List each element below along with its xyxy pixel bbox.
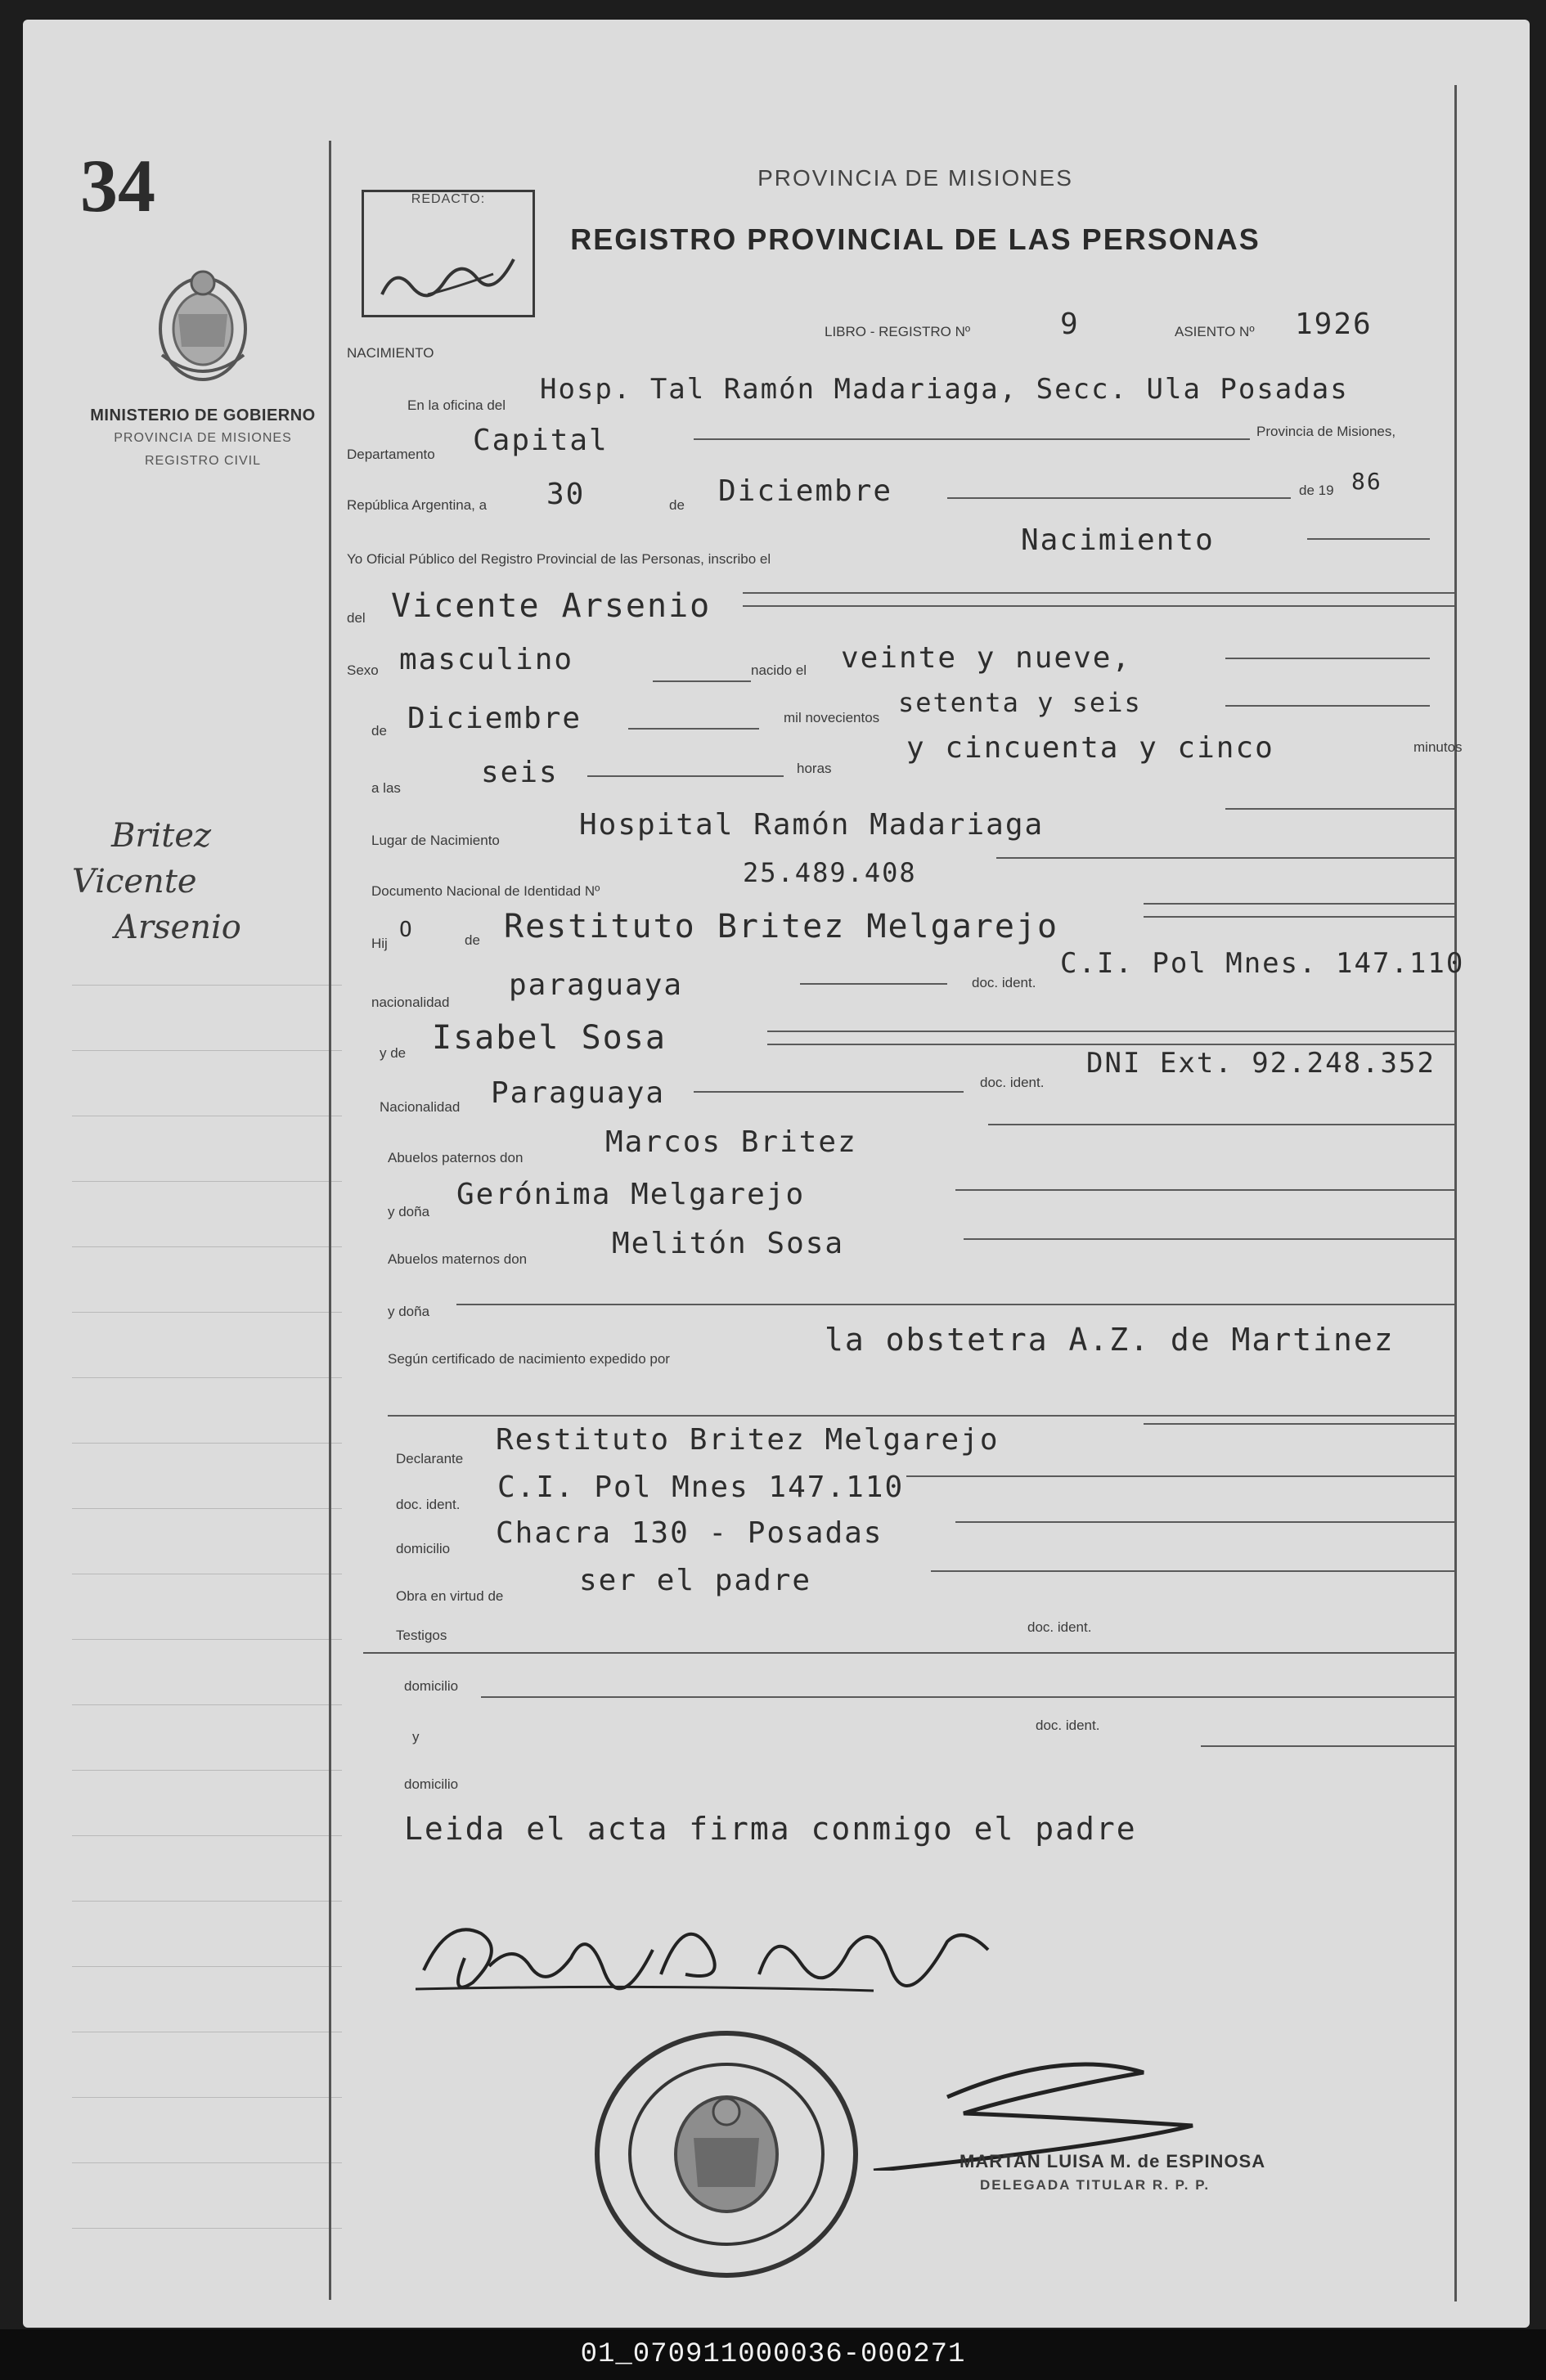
margin-rule [72, 1312, 342, 1313]
fill-line [694, 1091, 964, 1093]
decl-doc-value: C.I. Pol Mnes 147.110 [497, 1471, 905, 1504]
month-value: Diciembre [718, 474, 893, 508]
fill-line [988, 1124, 1454, 1125]
fill-line [694, 438, 1250, 440]
initials-signature-icon [379, 249, 518, 307]
hour-value: seis [481, 756, 559, 789]
name-value: Vicente Arsenio [391, 587, 712, 625]
obra-value: ser el padre [579, 1564, 812, 1597]
dom2-label: domicilio [404, 1678, 459, 1694]
office-value: Hosp. Tal Ramón Madariaga, Secc. Ula Posadas [540, 373, 1349, 406]
sexo-value: masculino [399, 643, 574, 676]
official-seal-icon [587, 2023, 865, 2285]
fill-line [1225, 705, 1430, 707]
margin-rule [72, 1704, 342, 1705]
doc-label: doc. ident. [972, 975, 1036, 990]
fill-line [1307, 538, 1430, 540]
margin-rule [72, 1835, 342, 1836]
form-separator [363, 1652, 1454, 1654]
official-name: MARTAN LUISA M. de ESPINOSA [960, 2151, 1266, 2171]
fill-line [1144, 1423, 1454, 1425]
margin-note-line: Britez [111, 817, 212, 855]
hijo-label: Hij [371, 936, 388, 951]
margin-rule [72, 2162, 342, 2163]
libro-value: 9 [1060, 308, 1080, 341]
margin-note [72, 813, 241, 950]
testigos-label: Testigos [396, 1628, 447, 1643]
mother-nat-value: Paraguaya [491, 1076, 666, 1110]
ab-pat-dona-value: Gerónima Melgarejo [456, 1178, 806, 1211]
fill-line [653, 680, 751, 682]
ministry-province: PROVINCIA DE MISIONES [114, 431, 292, 445]
y-label: y [412, 1729, 420, 1745]
margin-rule [72, 1050, 342, 1051]
ministry-registry: REGISTRO CIVIL [144, 454, 262, 468]
margin-rule [72, 2097, 342, 2098]
testigo2-doc-label: doc. ident. [1036, 1718, 1100, 1733]
fill-line [996, 857, 1454, 859]
libro-label: LIBRO - REGISTRO Nº [825, 324, 971, 339]
province-suffix: Provincia de Misiones, [1256, 424, 1396, 439]
fill-line [1225, 808, 1454, 810]
fill-line [1201, 1745, 1454, 1747]
margin-note-line: Vicente [72, 863, 197, 900]
lugar-value: Hospital Ramón Madariaga [579, 808, 1045, 842]
dom3-label: domicilio [404, 1776, 459, 1792]
ab-mat-label: Abuelos maternos don [388, 1251, 528, 1267]
coat-of-arms-icon [146, 265, 260, 388]
margin-rule [72, 1770, 342, 1771]
de2-label: de [371, 723, 387, 739]
fill-line [1144, 916, 1454, 918]
nacido-value: veinte y nueve, [841, 641, 1132, 675]
mil-label: mil novecientos [784, 710, 880, 725]
fill-line [947, 497, 1291, 499]
margin-rule [72, 1246, 342, 1247]
official-role: DELEGADA TITULAR R. P. P. [980, 2177, 1211, 2193]
footer-band [0, 2329, 1546, 2380]
departamento-value: Capital [473, 424, 609, 457]
fill-line [767, 1044, 1454, 1045]
fill-line [1225, 658, 1430, 659]
obra-label: Obra en virtud de [396, 1588, 504, 1604]
margin-rule [72, 1181, 342, 1182]
act-type-label: NACIMIENTO [347, 345, 434, 361]
fill-line [481, 1696, 1454, 1698]
margin-rule [72, 985, 342, 986]
year-value: 86 [1351, 468, 1382, 495]
fill-line [1144, 903, 1454, 905]
fill-line [955, 1521, 1454, 1523]
doc2-label: doc. ident. [980, 1075, 1045, 1090]
form-frame-right [1454, 85, 1457, 2301]
fill-line [743, 592, 1454, 594]
dni-label: Documento Nacional de Identidad Nº [371, 883, 600, 899]
margin-rule [72, 1639, 342, 1640]
ministry-block [56, 404, 350, 473]
inscribo-value: Nacimiento [1021, 523, 1215, 557]
father-signature-icon [416, 1893, 1004, 2007]
margin-note-line: Arsenio [115, 909, 241, 946]
fill-line [964, 1238, 1454, 1240]
nac-label: nacionalidad [371, 995, 450, 1010]
ab-pat-value: Marcos Britez [605, 1125, 857, 1159]
office-label: En la oficina del [407, 397, 506, 413]
document-page [23, 20, 1530, 2328]
redacto-label: REDACTO: [411, 192, 486, 206]
margin-rule [72, 1508, 342, 1509]
yde-label: y de [380, 1045, 407, 1061]
margin-rule [72, 1443, 342, 1444]
testigo-doc-label: doc. ident. [1027, 1619, 1092, 1635]
dni-value: 25.489.408 [743, 857, 917, 888]
fill-line [906, 1475, 1454, 1477]
fill-line [743, 605, 1454, 607]
ydona-label: y doña [388, 1204, 430, 1219]
father-nat-value: paraguaya [509, 968, 684, 1002]
hijo-value: O [399, 918, 414, 942]
domicilio-label: domicilio [396, 1541, 451, 1556]
fill-line [456, 1304, 1454, 1305]
mother-doc-value: DNI Ext. 92.248.352 [1086, 1047, 1436, 1080]
ab-pat-label: Abuelos paternos don [388, 1150, 524, 1165]
day-value: 30 [546, 478, 586, 511]
document-code: 01_070911000036-000271 [580, 2339, 966, 2370]
father-doc-value: C.I. Pol Mnes. 147.110 [1060, 947, 1465, 980]
father-value: Restituto Britez Melgarejo [504, 908, 1059, 945]
segun-value: la obstetra A.Z. de Martinez [825, 1322, 1395, 1358]
margin-rule [72, 1377, 342, 1378]
de-label: de [669, 497, 685, 513]
closing-value: Leida el acta firma conmigo el padre [404, 1811, 1137, 1847]
nac2-label: Nacionalidad [380, 1099, 461, 1115]
ministry-title: MINISTERIO DE GOBIERNO [90, 406, 316, 424]
nacido-label: nacido el [751, 662, 807, 678]
minutos-label: minutos [1413, 739, 1463, 755]
declarante-value: Restituto Britez Melgarejo [496, 1423, 1000, 1457]
fill-line [388, 1415, 1454, 1417]
alas-label: a las [371, 780, 401, 796]
mil-value: setenta y seis [898, 687, 1142, 718]
margin-rule [72, 1901, 342, 1902]
registry-title: REGISTRO PROVINCIAL DE LAS PERSONAS [570, 222, 1261, 256]
lugar-label: Lugar de Nacimiento [371, 833, 500, 848]
ab-mat-value: Melitón Sosa [612, 1227, 845, 1260]
decl-doc-label: doc. ident. [396, 1497, 461, 1512]
asiento-label: ASIENTO Nº [1175, 324, 1255, 339]
departamento-label: Departamento [347, 447, 435, 462]
year-label: de 19 [1299, 483, 1334, 498]
domicilio-value: Chacra 130 - Posadas [496, 1516, 883, 1550]
fill-line [955, 1189, 1454, 1191]
horas-label: horas [797, 761, 832, 776]
fill-line [767, 1031, 1454, 1032]
minutes-value: y cincuenta y cinco [906, 731, 1274, 765]
mother-value: Isabel Sosa [432, 1019, 667, 1057]
declarante-label: Declarante [396, 1451, 464, 1466]
fill-line [800, 983, 947, 985]
asiento-value: 1926 [1295, 308, 1373, 341]
hijo-de-label: de [465, 932, 480, 948]
oficial-text: Yo Oficial Público del Registro Provincial de las Personas, inscribo el [347, 551, 771, 567]
margin-rule [72, 2228, 342, 2229]
fill-line [587, 775, 784, 777]
month2-value: Diciembre [407, 702, 582, 735]
folio-number: 34 [80, 144, 155, 227]
sexo-label: Sexo [347, 662, 379, 678]
segun-label: Según certificado de nacimiento expedido por [388, 1351, 670, 1367]
province-heading: PROVINCIA DE MISIONES [757, 165, 1073, 191]
margin-rule [72, 1966, 342, 1967]
fill-line [628, 728, 759, 730]
fill-line [931, 1570, 1454, 1572]
ydona2-label: y doña [388, 1304, 430, 1319]
republica-label: República Argentina, a [347, 497, 488, 513]
del-label: del [347, 610, 366, 626]
